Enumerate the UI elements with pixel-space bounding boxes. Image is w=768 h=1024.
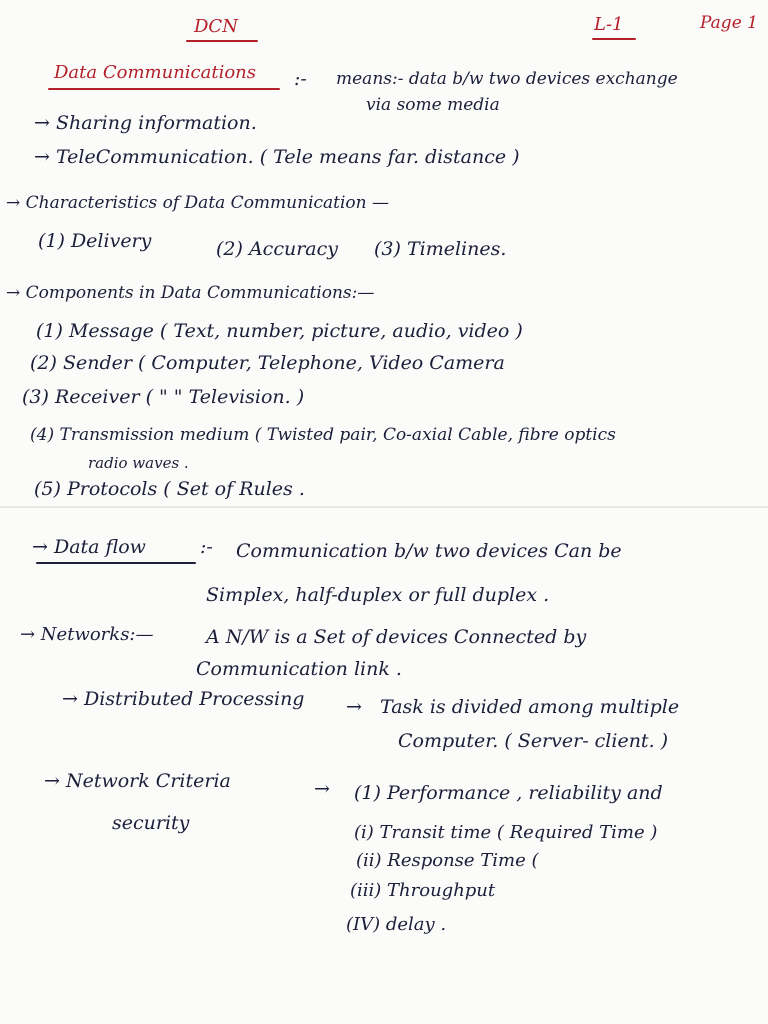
component-radio-waves: radio waves . — [88, 454, 189, 472]
component-message: (1) Message ( Text, number, picture, audio, video ) — [36, 320, 523, 342]
network-criteria-line-1: (1) Performance , reliability and — [354, 782, 663, 804]
dataflow-separator: :- — [200, 536, 213, 558]
component-protocols: (5) Protocols ( Set of Rules . — [34, 478, 305, 500]
heading-underline — [48, 88, 280, 90]
network-criteria-label: → Network Criteria — [44, 770, 231, 792]
characteristics-heading: → Characteristics of Data Communication — — [6, 193, 390, 213]
dataflow-line-2: Simplex, half-duplex or full duplex . — [206, 584, 550, 606]
definition-separator: :- — [294, 68, 307, 90]
characteristic-accuracy: (2) Accuracy — [216, 238, 338, 260]
lecture-underline — [592, 38, 636, 40]
lecture-number: L-1 — [594, 14, 624, 35]
perf-response-time: (ii) Response Time ( — [356, 850, 539, 871]
section-heading-data-communications: Data Communications — [54, 62, 257, 83]
characteristic-timelines: (3) Timelines. — [374, 238, 507, 260]
networks-line-2: Communication link . — [196, 658, 402, 680]
dataflow-underline — [36, 562, 196, 564]
title-underline — [186, 40, 258, 42]
dataflow-heading: → Data flow — [32, 536, 146, 558]
components-heading: → Components in Data Communications:— — [6, 283, 375, 303]
perf-throughput: (iii) Throughput — [350, 880, 496, 901]
definition-line-2: via some media — [366, 95, 500, 115]
component-receiver: (3) Receiver ( " " Television. ) — [22, 386, 305, 408]
distributed-arrow: → — [346, 696, 362, 718]
component-transmission-medium: (4) Transmission medium ( Twisted pair, Co-axial Cable, fibre optics — [30, 425, 616, 445]
distributed-processing-label: → Distributed Processing — [62, 688, 305, 710]
network-criteria-security: security — [112, 812, 190, 834]
page-number: Page 1 — [700, 13, 758, 33]
page-title: DCN — [194, 16, 238, 37]
component-sender: (2) Sender ( Computer, Telephone, Video Camera — [30, 352, 505, 374]
page-fold-line — [0, 506, 768, 508]
networks-line-1: A N/W is a Set of devices Connected by — [206, 626, 587, 648]
networks-heading: → Networks:— — [20, 624, 154, 645]
perf-transit-time: (i) Transit time ( Required Time ) — [354, 822, 658, 843]
characteristic-delivery: (1) Delivery — [38, 230, 152, 252]
dataflow-line-1: Communication b/w two devices Can be — [236, 540, 622, 562]
distributed-line-2: Computer. ( Server- client. ) — [398, 730, 669, 752]
perf-delay: (IV) delay . — [346, 914, 447, 935]
definition-line-1: means:- data b/w two devices exchange — [336, 69, 678, 89]
bullet-telecommunication: → TeleCommunication. ( Tele means far. distance ) — [34, 146, 520, 168]
bullet-sharing: → Sharing information. — [34, 112, 257, 134]
network-criteria-arrow: → — [314, 778, 330, 800]
distributed-line-1: Task is divided among multiple — [380, 696, 680, 718]
